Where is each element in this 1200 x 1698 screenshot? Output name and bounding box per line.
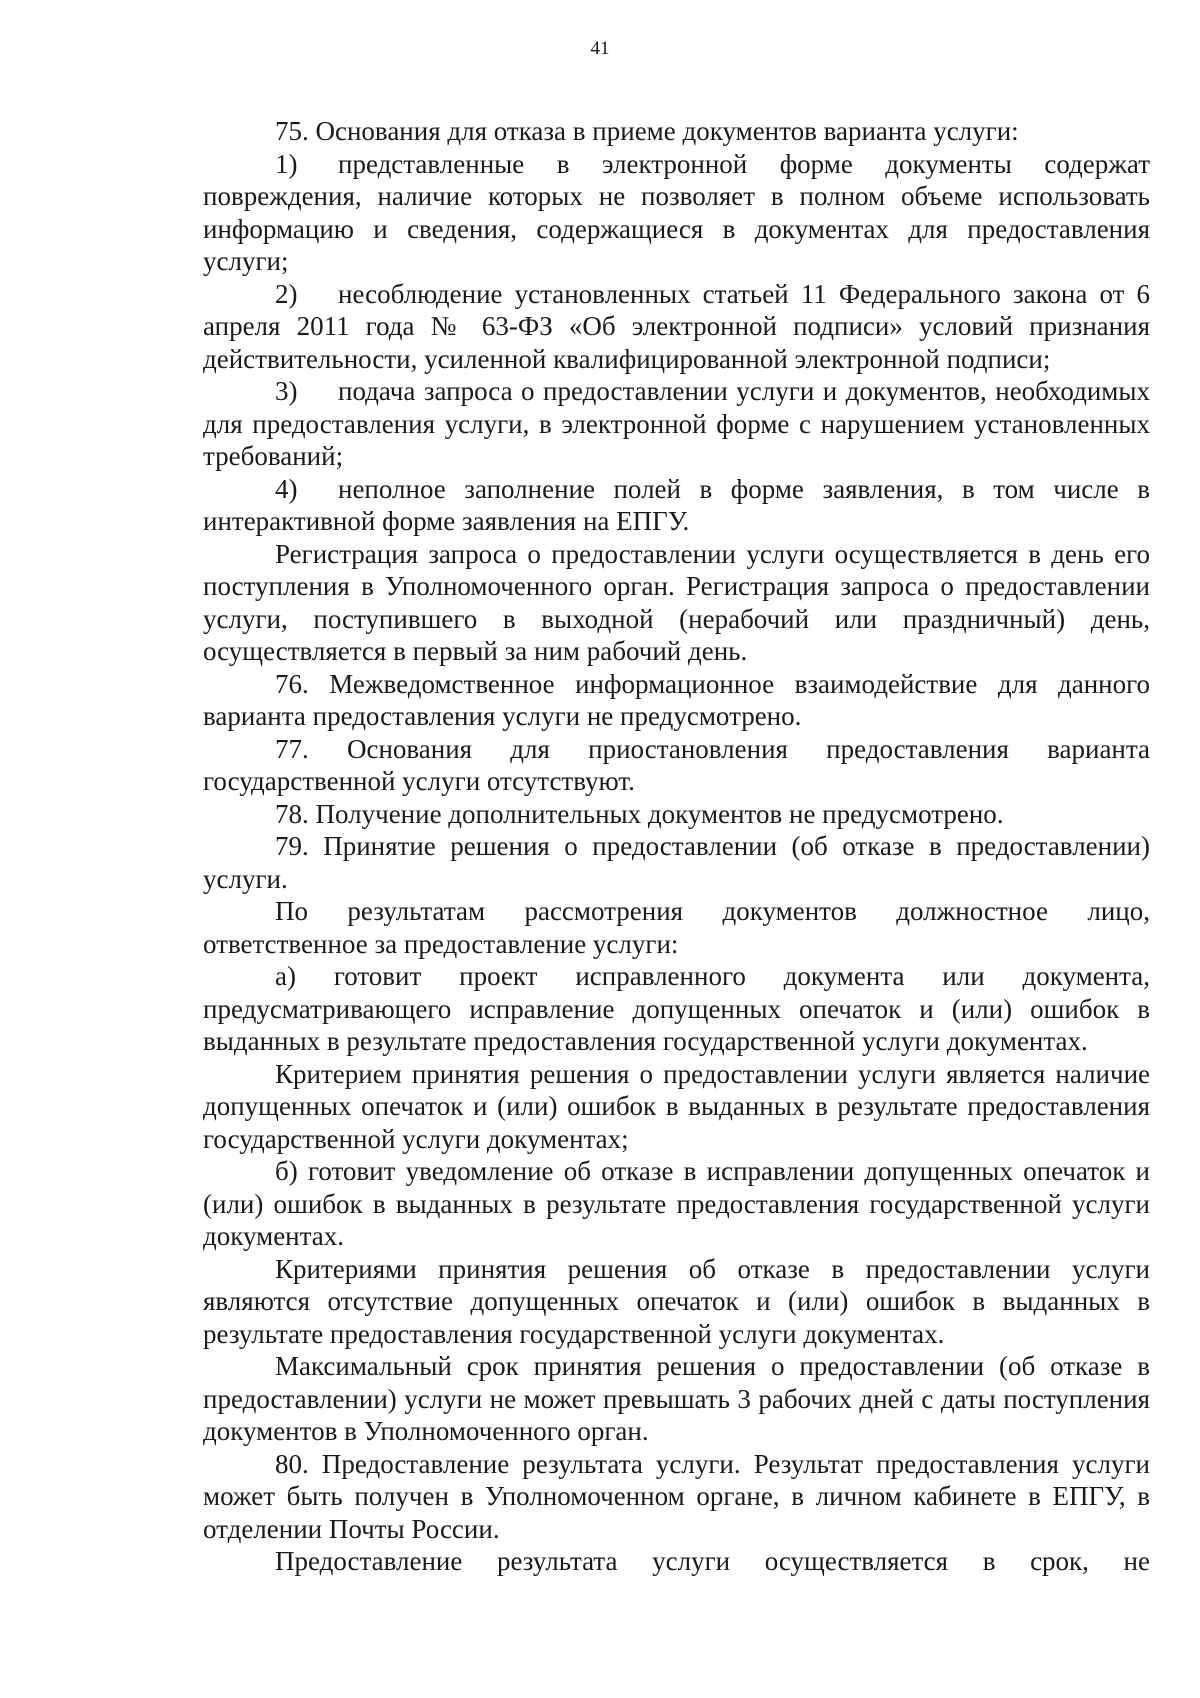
paragraph-subitem-b: б) готовит уведомление об отказе в исправлении допущенных опечаток и (или) ошибок в выданных в результате предоставления государственной услуги документах. xyxy=(203,1156,1150,1251)
paragraph-subitem-1: 1) представленные в электронной форме документы содержат повреждения, наличие которых не позволяет в полном объеме использовать информацию и сведения, содержащиеся в документах для предоставления услуги; xyxy=(203,148,1150,276)
paragraph-criteria-refusal: Критериями принятия решения об отказе в предоставлении услуги являются отсутствие допущенных опечаток и (или) ошибок в выданных в результате предоставления государственной услуги документах. xyxy=(203,1253,1150,1349)
paragraph-item-80: 80. Предоставление результата услуги. Результат предоставления услуги может быть получен в Уполномоченном органе, в личном кабинете в ЕПГУ, в отделении Почты России. xyxy=(203,1448,1150,1544)
paragraph-subitem-4: 4) неполное заполнение полей в форме заявления, в том числе в интерактивной форме заявления на ЕПГУ. xyxy=(203,473,1150,536)
paragraph-registration: Регистрация запроса о предоставлении услуги осуществляется в день его поступления в Уполномоченного орган. Регистрация запроса о предоставлении услуги, поступившего в выходной (нерабочий или праздничный) день, осуществляется в первый за ним рабочий день. xyxy=(203,538,1150,666)
paragraph-subitem-2: 2) несоблюдение установленных статьей 11 Федерального закона от 6 апреля 2011 года № 63-ФЗ «Об электронной подписи» условий признания действительности, усиленной квалифицированной электронной подписи; xyxy=(203,278,1150,374)
paragraph-item-77: 77. Основания для приостановления предоставления варианта государственной услуги отсутствуют. xyxy=(203,733,1150,796)
paragraph-criterion-grant: Критерием принятия решения о предоставлении услуги является наличие допущенных опечаток и (или) ошибок в выданных в результате предоставления государственной услуги документах; xyxy=(203,1058,1150,1154)
paragraph-item-76: 76. Межведомственное информационное взаимодействие для данного варианта предоставления услуги не предусмотрено. xyxy=(203,668,1150,731)
paragraph-max-term: Максимальный срок принятия решения о предоставлении (об отказе в предоставлении) услуги не может превышать 3 рабочих дней с даты поступления документов в Уполномоченного орган. xyxy=(203,1351,1150,1446)
document-body xyxy=(203,115,1150,1578)
paragraph-subitem-3: 3) подача запроса о предоставлении услуги и документов, необходимых для предоставления услуги, в электронной форме с нарушением установленных требований; xyxy=(203,376,1150,471)
paragraph-subitem-a: а) готовит проект исправленного документа или документа, предусматривающего исправление допущенных опечаток и (или) ошибок в выданных в результате предоставления государственной услуги документах. xyxy=(203,961,1150,1056)
page-number: 41 xyxy=(590,38,610,59)
paragraph-item-79: 79. Принятие решения о предоставлении (об отказе в предоставлении) услуги. xyxy=(203,831,1150,894)
paragraph-result-term: Предоставление результата услуги осуществляется в срок, не xyxy=(275,1546,1150,1576)
paragraph-review-results: По результатам рассмотрения документов должностное лицо, ответственное за предоставление услуги: xyxy=(203,896,1150,959)
paragraph-item-78: 78. Получение дополнительных документов не предусмотрено. xyxy=(275,798,1004,829)
paragraph-item-75: 75. Основания для отказа в приеме документов варианта услуги: xyxy=(275,116,1019,146)
